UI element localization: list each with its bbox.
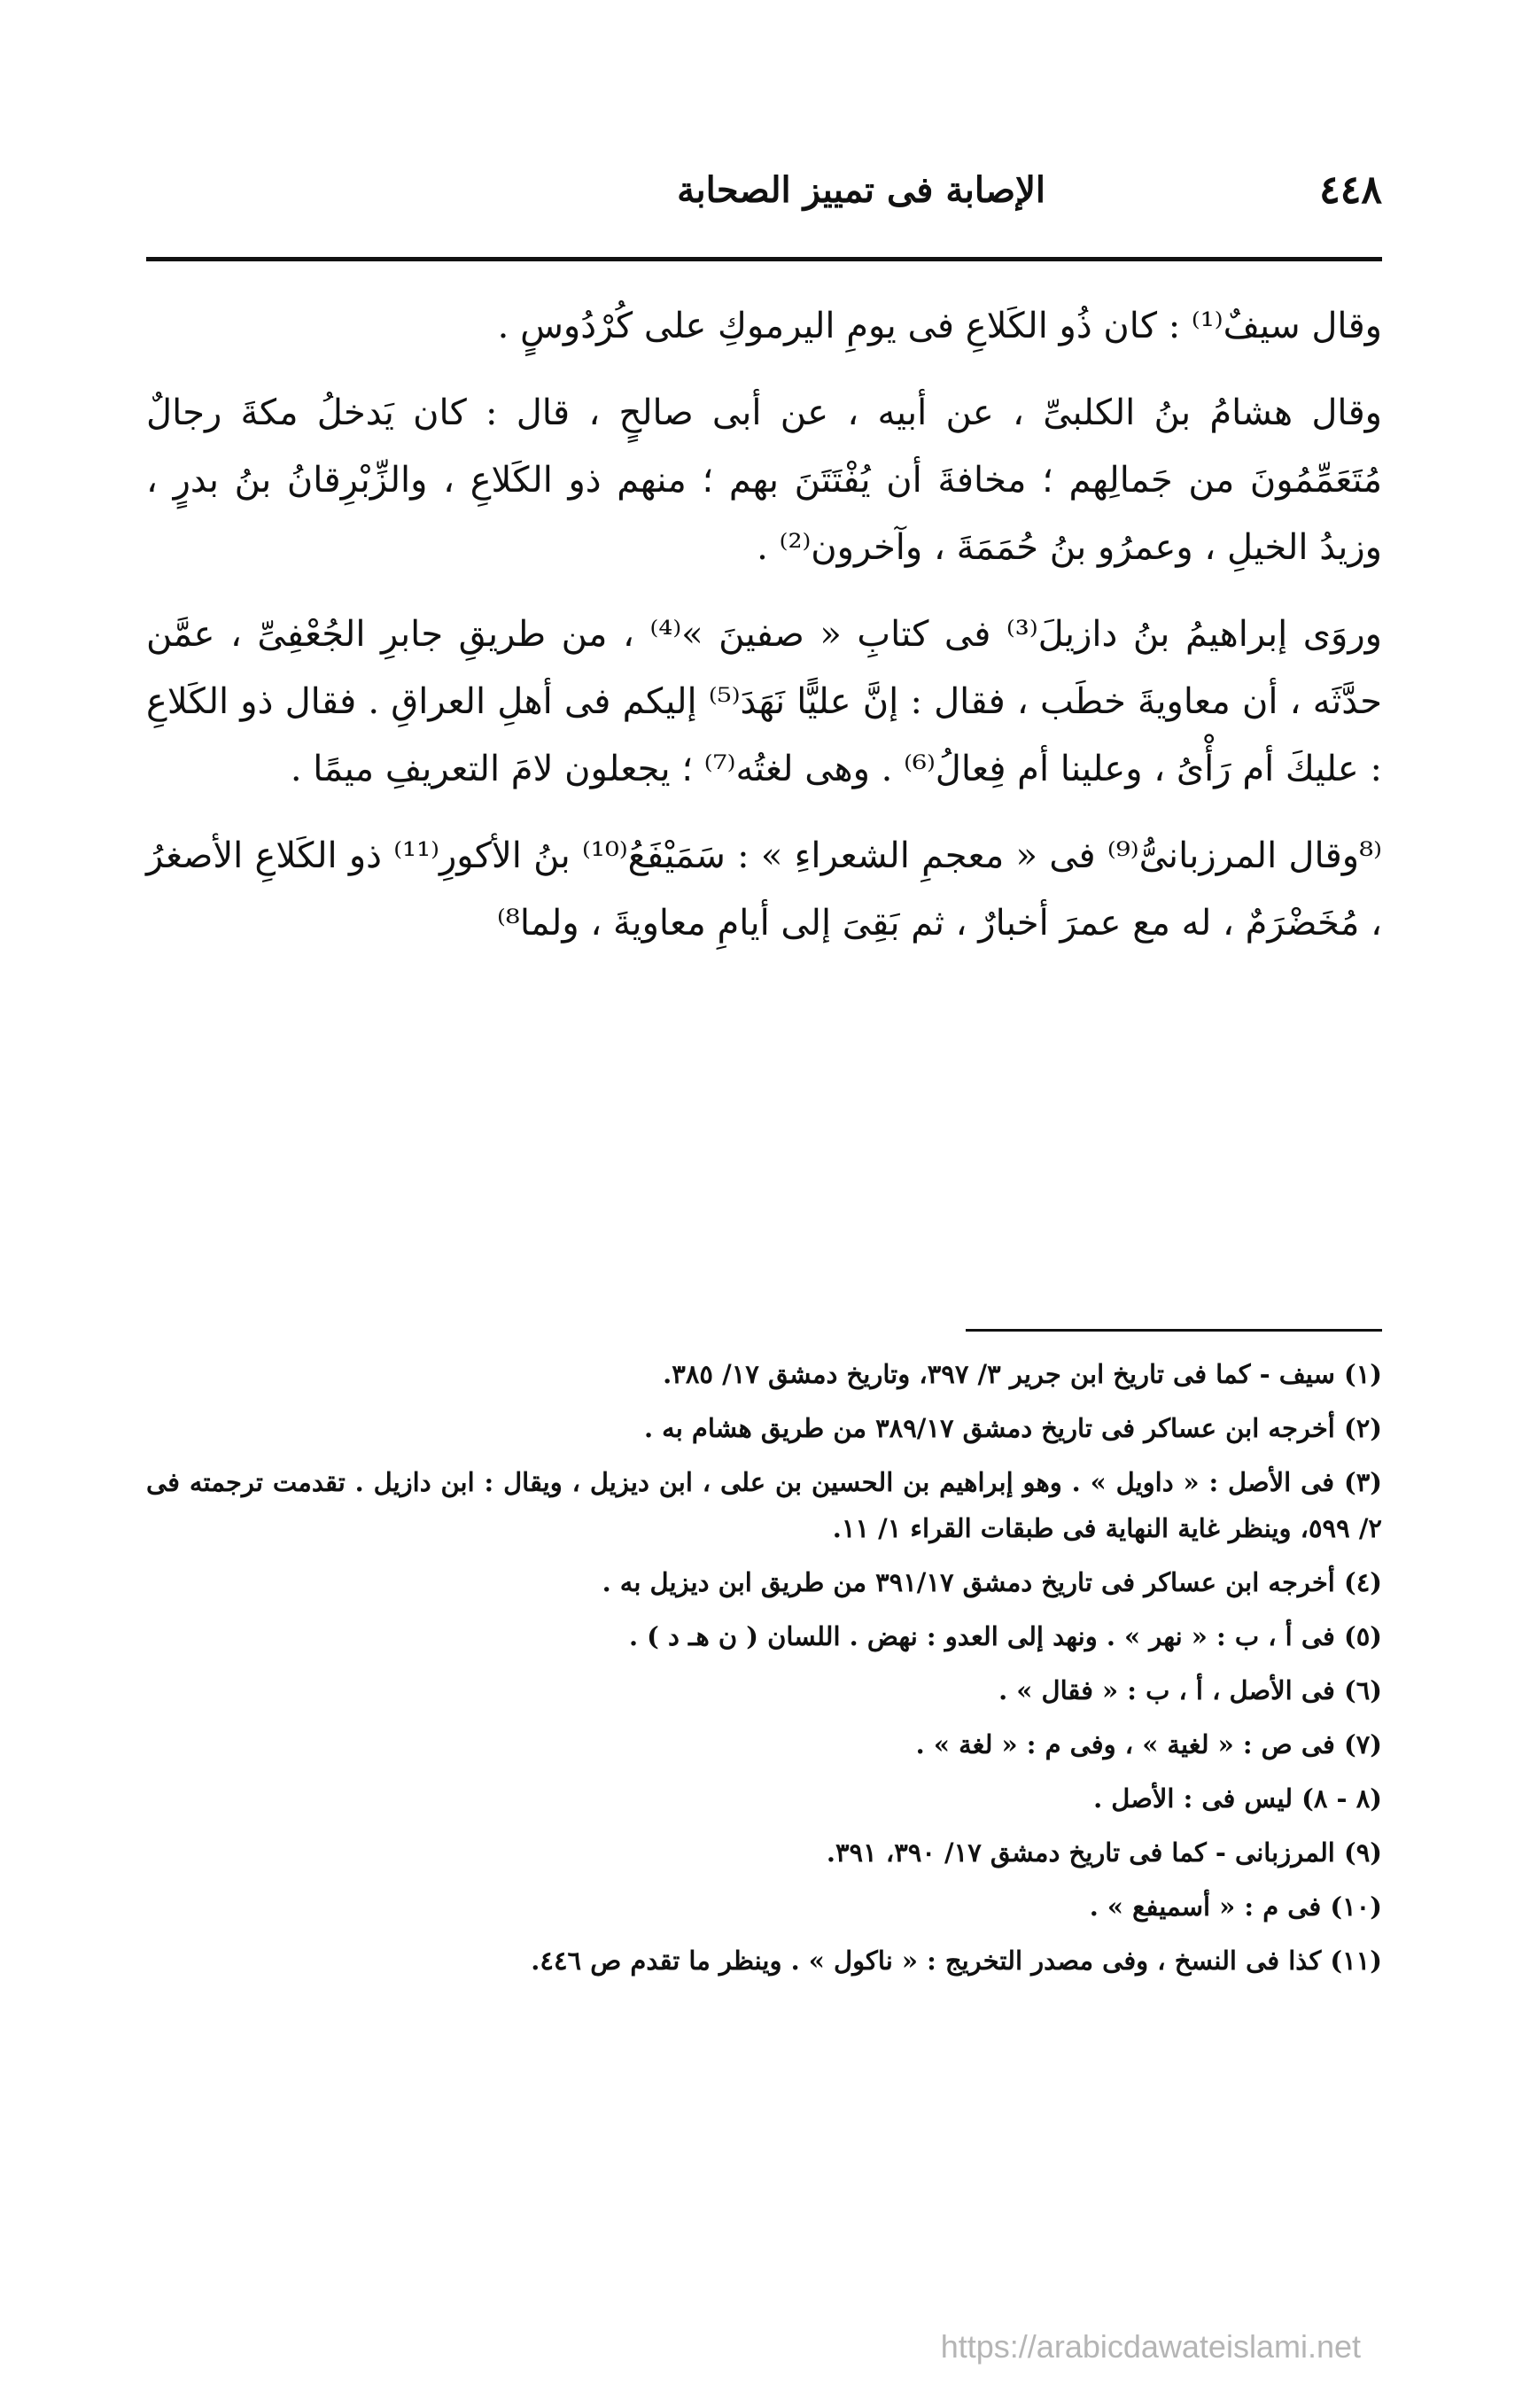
- paragraph: وروَى إبراهيمُ بنُ دازيلَ⁽³⁾ فى كتابِ « صفينَ »⁽⁴⁾ ، من طريقِ جابرِ الجُعْفِىِّ ، عمَّن حدَّثَه ، أن معاويةَ خطَب ، فقال : إنَّ عليًّا نَهَدَ⁽⁵⁾ إليكم فى أهلِ العراقِ . فقال ذو الكَلاعِ : عليكَ أم رَأْىُ ، وعلينا أم فِعالُ⁽⁶⁾ . وهى لغتُه⁽⁷⁾ ؛ يجعلون لامَ التعريفِ ميمًا .: [146, 614, 1382, 789]
- footnote: (٩) المرزبانى - كما فى تاريخ دمشق ١٧/ ٣٩٠، ٣٩١.: [826, 1837, 1382, 1868]
- footnote: (٢) أخرجه ابن عساكر فى تاريخ دمشق ٣٨٩/١٧ من طريق هشام به .: [643, 1413, 1382, 1443]
- page-header: [146, 159, 1382, 221]
- footnote: (٦) فى الأصل ، أ ، ب : « فقال » .: [998, 1675, 1382, 1705]
- footnote: (٨ - ٨) ليس فى : الأصل .: [1093, 1783, 1382, 1814]
- paragraph: وقال هشامُ بنُ الكلبىِّ ، عن أبيه ، عن أبى صالحٍ ، قال : كان يَدخلُ مكةَ رجالٌ مُتَعَمِّمُونَ من جَمالِهم ؛ مخافةَ أن يُفْتَتَنَ بهم ؛ منهم ذو الكَلاعِ ، والزِّبْرِقانُ بنُ بدرٍ ، وزيدُ الخيلِ ، وعمرُو بنُ حُمَمَةَ ، وآخرون⁽²⁾ .: [146, 392, 1382, 568]
- footnote: (٥) فى أ ، ب : « نهر » . ونهد إلى العدو : نهض . اللسان ( ن هـ د ) .: [628, 1621, 1382, 1651]
- footnotes: [146, 1351, 1382, 1992]
- running-title: الإصابة فى تمييز الصحابة: [677, 169, 1045, 211]
- footnotes-divider: [966, 1329, 1382, 1332]
- paragraph: وقال سيفٌ⁽¹⁾ : كان ذُو الكَلاعِ فى يومِ اليرموكِ على كُرْدُوسٍ .: [497, 306, 1382, 346]
- footnote: (٧) فى ص : « لغية » ، وفى م : « لغة » .: [915, 1729, 1382, 1759]
- page-number: ٤٤٨: [1319, 167, 1382, 213]
- footnote: (٤) أخرجه ابن عساكر فى تاريخ دمشق ٣٩١/١٧ من طريق ابن ديزيل به .: [602, 1567, 1382, 1597]
- footnote: (١) سيف - كما فى تاريخ ابن جرير ٣/ ٣٩٧، وتاريخ دمشق ١٧/ ٣٨٥.: [663, 1359, 1382, 1389]
- paragraph: ⁽⁸وقال المرزبانىُّ⁽⁹⁾ فى « معجمِ الشعراءِ » : سَمَيْفَعُ⁽¹⁰⁾ بنُ الأكورِ⁽¹¹⁾ ذو الكَلاعِ الأصغرُ ، مُخَضْرَمٌ ، له مع عمرَ أخبارٌ ، ثم بَقِىَ إلى أيامِ معاويةَ ، ولما⁸⁾: [146, 835, 1382, 944]
- footnote: (١٠) فى م : « أسميفع » .: [1089, 1891, 1382, 1922]
- header-rule: [146, 257, 1382, 261]
- main-text: [146, 292, 1382, 976]
- footnote: (١١) كذا فى النسخ ، وفى مصدر التخريج : « ناكول » . وينظر ما تقدم ص ٤٤٦.: [531, 1946, 1382, 1976]
- footnote: (٣) فى الأصل : « داويل » . وهو إبراهيم بن الحسين بن على ، ابن ديزيل ، ويقال : ابن دازيل . تقدمت ترجمته فى ٢/ ٥٩٩، وينظر غاية النهاية فى طبقات القراء ١/ ١١.: [146, 1467, 1382, 1543]
- watermark-url: https://arabicdawateislami.net: [940, 2328, 1361, 2365]
